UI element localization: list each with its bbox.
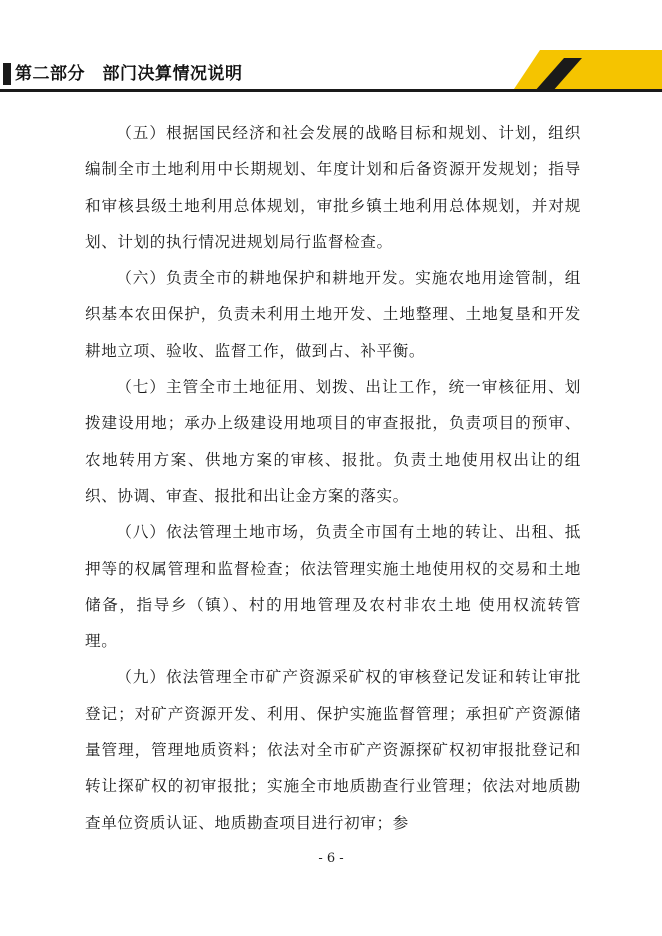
- paragraph-9: （九）依法管理全市矿产资源采矿权的审核登记发证和转让审批登记；对矿产资源开发、利用、保护实施监督管理；承担矿产资源储量管理，管理地质资料；依法对全市矿产资源探矿权初审报批登记和转让探矿权的初审报批；实施全市地质勘查行业管理；依法对地质勘查单位资质认证、地质勘查项目进行初审；参: [85, 668, 581, 832]
- paragraph-5: （五）根据国民经济和社会发展的战略目标和规划、计划，组织编制全市土地利用中长期规划、年度计划和后备资源开发规划；指导和审核县级土地利用总体规划，审批乡镇土地利用总体规划，并对规划、计划的执行情况进规划局行监督检查。: [85, 124, 581, 251]
- paragraph-8: （八）依法管理土地市场，负责全市国有土地的转让、出租、抵押等的权属管理和监督检查；依法管理实施土地使用权的交易和土地储备，指导乡（镇）、村的用地管理及农村非农土地 使用权流转管理。: [85, 523, 581, 651]
- body-text: [85, 115, 581, 841]
- header-decoration: [512, 46, 662, 92]
- paragraph-7: （七）主管全市土地征用、划拨、出让工作，统一审核征用、划拨建设用地；承办上级建设用地项目的审查报批，负责项目的预审、农地转用方案、供地方案的审核、报批。负责土地使用权出让的组织、协调、审查、报批和出让金方案的落实。: [85, 378, 581, 505]
- header-rule: [0, 89, 662, 92]
- section-title: 第二部分 部门决算情况说明: [15, 64, 243, 84]
- page-header: [0, 0, 662, 100]
- section-marker: [3, 63, 11, 85]
- yellow-tab-shape: [512, 50, 662, 92]
- page-number: - 6 -: [318, 851, 344, 866]
- paragraph-6: （六）负责全市的耕地保护和耕地开发。实施农地用途管制，组织基本农田保护，负责未利用土地开发、土地整理、土地复垦和开发耕地立项、验收、监督工作，做到占、补平衡。: [85, 269, 581, 360]
